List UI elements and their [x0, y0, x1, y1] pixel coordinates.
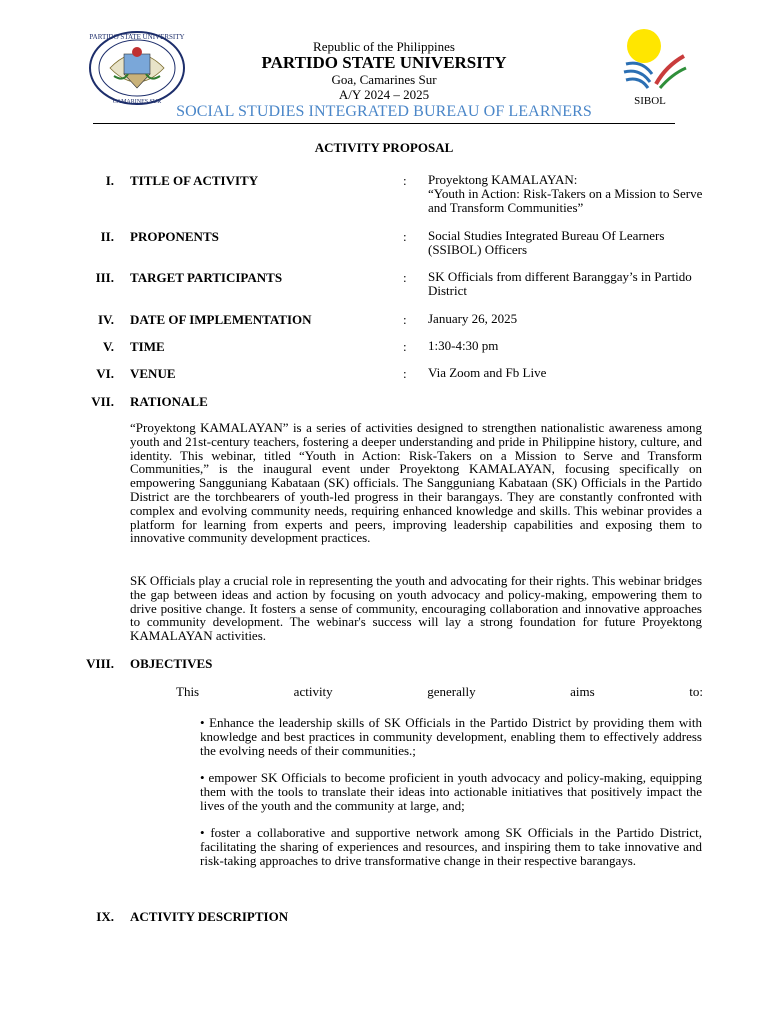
sibol-caption: SIBOL — [634, 95, 666, 107]
activity-title-value: Proyektong KAMALAYAN: “Youth in Action: Risk-Takers on a Mission to Serve and Transform Communities” — [428, 172, 703, 215]
section-label: RATIONALE — [130, 394, 208, 409]
section-number: V. — [103, 339, 114, 354]
section-number: VII. — [91, 394, 114, 409]
section-label: VENUE — [130, 366, 176, 381]
section-label: TARGET PARTICIPANTS — [130, 270, 283, 285]
header-academic-year: A/Y 2024 – 2025 — [338, 87, 430, 102]
section-number: IX. — [96, 909, 114, 924]
header-divider — [93, 123, 675, 124]
section-label: OBJECTIVES — [130, 656, 213, 671]
objectives-intro: This activity generally aims to: — [176, 684, 703, 699]
section-colon: : — [403, 270, 407, 285]
section-label: TITLE OF ACTIVITY — [130, 173, 259, 188]
section-label: ACTIVITY DESCRIPTION — [130, 909, 289, 924]
section-number: IV. — [97, 312, 114, 327]
target-participants-value: SK Officials from different Baranggay’s in Partido District — [428, 269, 692, 298]
header-university: PARTIDO STATE UNIVERSITY — [261, 53, 507, 72]
date-value: January 26, 2025 — [428, 311, 518, 326]
rationale-paragraph: “Proyektong KAMALAYAN” is a series of activities designed to strengthen nationalistic awareness among youth and 21st-century teachers, fostering a deeper understanding and pride in Philippine history, culture, and identity. This webinar, titled “Youth in Action: Risk-Takers on a Mission to Serve and Transform Communities,” is the inaugural event under Proyektong KAMALAYAN, focusing specifically on empowering Sangguniang Kabataan (SK) officials. The Sangguniang Kabataan (SK) Officials in the Partido District are the torchbearers of youth-led progress in their barangays. They are constantly confronted with complex and evolving community needs, requiring enhanced knowledge and skills. This webinar provides a platform for learning from experts and peers, improving leadership capabilities and exposing them to innovative community development practices. — [130, 420, 702, 546]
rationale-paragraph: SK Officials play a crucial role in representing the youth and advocating for their rights. This webinar bridges the gap between ideas and action by focusing on youth advocacy and policy-making, empowering them to drive positive change. It fosters a sense of community, encouraging collaboration and innovative approaches to community development. The webinar's success will lay a strong foundation for future Proyektong KAMALAYAN activities. — [130, 573, 702, 644]
section-colon: : — [403, 312, 407, 327]
section-number: I. — [105, 173, 114, 188]
time-value: 1:30-4:30 pm — [428, 338, 499, 353]
seal-arc-bottom: CAMARINES SUR — [112, 99, 162, 105]
section-label: PROPONENTS — [130, 229, 219, 244]
section-number: II. — [100, 229, 114, 244]
section-colon: : — [403, 173, 407, 188]
venue-value: Via Zoom and Fb Live — [428, 365, 547, 380]
seal-arc-top: PARTIDO STATE UNIVERSITY — [89, 33, 185, 41]
section-number: VIII. — [86, 656, 114, 671]
section-colon: : — [403, 229, 407, 244]
header-bureau: SOCIAL STUDIES INTEGRATED BUREAU OF LEARNERS — [176, 103, 592, 120]
proponents-value: Social Studies Integrated Bureau Of Learners (SSIBOL) Officers — [428, 228, 665, 257]
section-number: VI. — [96, 366, 114, 381]
objective-item: • Enhance the leadership skills of SK Officials in the Partido District by providing them with knowledge and best practices in community development, enabling them to effectively address the evolving needs of their communities.; — [200, 715, 702, 758]
document-title: ACTIVITY PROPOSAL — [314, 140, 454, 155]
section-label: TIME — [130, 339, 165, 354]
section-colon: : — [403, 339, 407, 354]
sibol-logo-icon — [616, 26, 688, 110]
section-colon: : — [403, 366, 407, 381]
header-republic: Republic of the Philippines — [313, 39, 455, 54]
objective-item: • foster a collaborative and supportive network among SK Officials in the Partido District, facilitating the sharing of experiences and resources, and inspiring them to take innovative and risk-taking approaches to drive transformative change in their respective barangays. — [200, 825, 702, 868]
objective-item: • empower SK Officials to become proficient in youth advocacy and policy-making, equipping them with the tools to translate their ideas into actionable initiatives that positively impact the lives of the youth and the community at large, and; — [200, 770, 702, 813]
header-address: Goa, Camarines Sur — [331, 72, 437, 87]
section-number: III. — [95, 270, 114, 285]
section-label: DATE OF IMPLEMENTATION — [130, 312, 312, 327]
